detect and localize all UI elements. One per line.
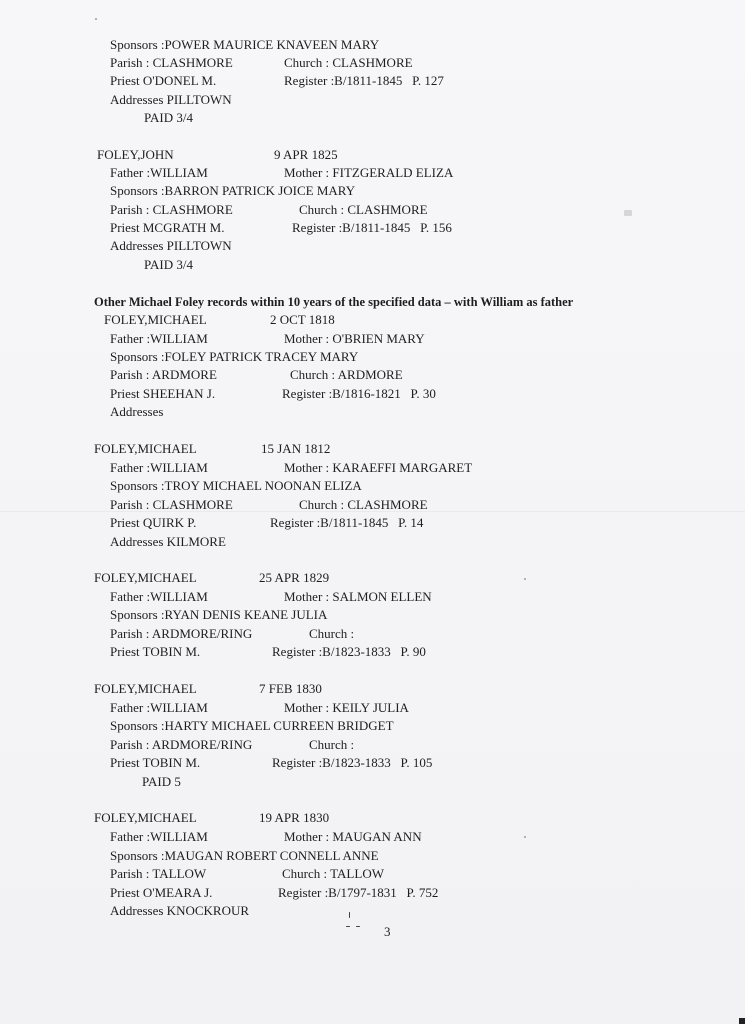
record-parish: Parish : ARDMORE/RING bbox=[110, 737, 253, 752]
record-priest: Priest TOBIN M. bbox=[110, 755, 201, 770]
top-sponsors: Sponsors :POWER MAURICE KNAVEEN MARY bbox=[110, 37, 380, 52]
record-name: FOLEY,MICHAEL bbox=[104, 312, 207, 327]
record-mother: Mother : KEILY JULIA bbox=[284, 700, 409, 715]
record-priest: Priest QUIRK P. bbox=[110, 515, 197, 530]
record-church: Church : CLASHMORE bbox=[299, 497, 428, 512]
page-number: 3 bbox=[384, 924, 391, 939]
john-sponsors: Sponsors :BARRON PATRICK JOICE MARY bbox=[110, 183, 356, 198]
record-sponsors: Sponsors :TROY MICHAEL NOONAN ELIZA bbox=[110, 478, 362, 493]
record-sponsors: Sponsors :RYAN DENIS KEANE JULIA bbox=[110, 607, 328, 622]
record-parish: Parish : ARDMORE/RING bbox=[110, 626, 253, 641]
record-addresses: Addresses bbox=[110, 404, 164, 419]
top-paid: PAID 3/4 bbox=[144, 110, 194, 125]
top-register: Register :B/1811-1845 P. 127 bbox=[284, 73, 444, 88]
record-priest: Priest O'MEARA J. bbox=[110, 885, 213, 900]
top-parish: Parish : CLASHMORE bbox=[110, 55, 233, 70]
record-sponsors: Sponsors :HARTY MICHAEL CURREEN BRIDGET bbox=[110, 718, 394, 733]
john-paid: PAID 3/4 bbox=[144, 257, 194, 272]
record-register: Register :B/1823-1833 P. 105 bbox=[272, 755, 433, 770]
record-name: FOLEY,MICHAEL bbox=[94, 570, 197, 585]
record-parish: Parish : ARDMORE bbox=[110, 367, 217, 382]
john-father: Father :WILLIAM bbox=[110, 165, 208, 180]
paper-speck bbox=[524, 578, 526, 580]
footer-mark bbox=[346, 926, 350, 927]
record-parish: Parish : TALLOW bbox=[110, 866, 207, 881]
record-register: Register :B/1816-1821 P. 30 bbox=[282, 386, 436, 401]
record-date: 15 JAN 1812 bbox=[261, 441, 331, 456]
john-priest: Priest MCGRATH M. bbox=[110, 220, 225, 235]
record-sponsors: Sponsors :MAUGAN ROBERT CONNELL ANNE bbox=[110, 848, 379, 863]
record-sponsors: Sponsors :FOLEY PATRICK TRACEY MARY bbox=[110, 349, 359, 364]
record-priest: Priest SHEEHAN J. bbox=[110, 386, 216, 401]
paper-speck bbox=[95, 18, 97, 20]
record-name: FOLEY,MICHAEL bbox=[94, 441, 197, 456]
top-addresses: Addresses PILLTOWN bbox=[110, 92, 232, 107]
record-church: Church : ARDMORE bbox=[290, 367, 403, 382]
record-paid: PAID 5 bbox=[142, 774, 181, 789]
record-church: Church : bbox=[309, 626, 355, 641]
record-register: Register :B/1823-1833 P. 90 bbox=[272, 644, 426, 659]
record-date: 7 FEB 1830 bbox=[259, 681, 322, 696]
john-register: Register :B/1811-1845 P. 156 bbox=[292, 220, 452, 235]
record-parish: Parish : CLASHMORE bbox=[110, 497, 233, 512]
section-heading: Other Michael Foley records within 10 years of the specified data – with William as father bbox=[94, 295, 574, 309]
record-father: Father :WILLIAM bbox=[110, 829, 208, 844]
john-date: 9 APR 1825 bbox=[274, 147, 338, 162]
record-register: Register :B/1797-1831 P. 752 bbox=[278, 885, 439, 900]
paper-speck bbox=[524, 836, 526, 838]
record-date: 2 OCT 1818 bbox=[270, 312, 335, 327]
john-parish: Parish : CLASHMORE bbox=[110, 202, 233, 217]
record-date: 19 APR 1830 bbox=[259, 810, 330, 825]
record-addresses: Addresses KNOCKROUR bbox=[110, 903, 250, 918]
record-priest: Priest TOBIN M. bbox=[110, 644, 201, 659]
record-mother: Mother : SALMON ELLEN bbox=[284, 589, 432, 604]
top-church: Church : CLASHMORE bbox=[284, 55, 413, 70]
record-mother: Mother : KARAEFFI MARGARET bbox=[284, 460, 473, 475]
john-name: FOLEY,JOHN bbox=[97, 147, 174, 162]
top-priest: Priest O'DONEL M. bbox=[110, 73, 217, 88]
footer-mark bbox=[356, 926, 360, 927]
record-father: Father :WILLIAM bbox=[110, 460, 208, 475]
footer-mark bbox=[349, 912, 350, 918]
record-mother: Mother : O'BRIEN MARY bbox=[284, 331, 425, 346]
john-addresses: Addresses PILLTOWN bbox=[110, 238, 232, 253]
record-name: FOLEY,MICHAEL bbox=[94, 681, 197, 696]
record-name: FOLEY,MICHAEL bbox=[94, 810, 197, 825]
record-addresses: Addresses KILMORE bbox=[110, 534, 226, 549]
john-mother: Mother : FITZGERALD ELIZA bbox=[284, 165, 454, 180]
record-church: Church : TALLOW bbox=[282, 866, 384, 881]
john-church: Church : CLASHMORE bbox=[299, 202, 428, 217]
paper-smudge bbox=[624, 210, 632, 216]
scan-corner-mark bbox=[739, 1018, 745, 1024]
record-mother: Mother : MAUGAN ANN bbox=[284, 829, 422, 844]
record-father: Father :WILLIAM bbox=[110, 700, 208, 715]
record-church: Church : bbox=[309, 737, 355, 752]
record-father: Father :WILLIAM bbox=[110, 331, 208, 346]
record-father: Father :WILLIAM bbox=[110, 589, 208, 604]
record-date: 25 APR 1829 bbox=[259, 570, 330, 585]
record-register: Register :B/1811-1845 P. 14 bbox=[270, 515, 424, 530]
